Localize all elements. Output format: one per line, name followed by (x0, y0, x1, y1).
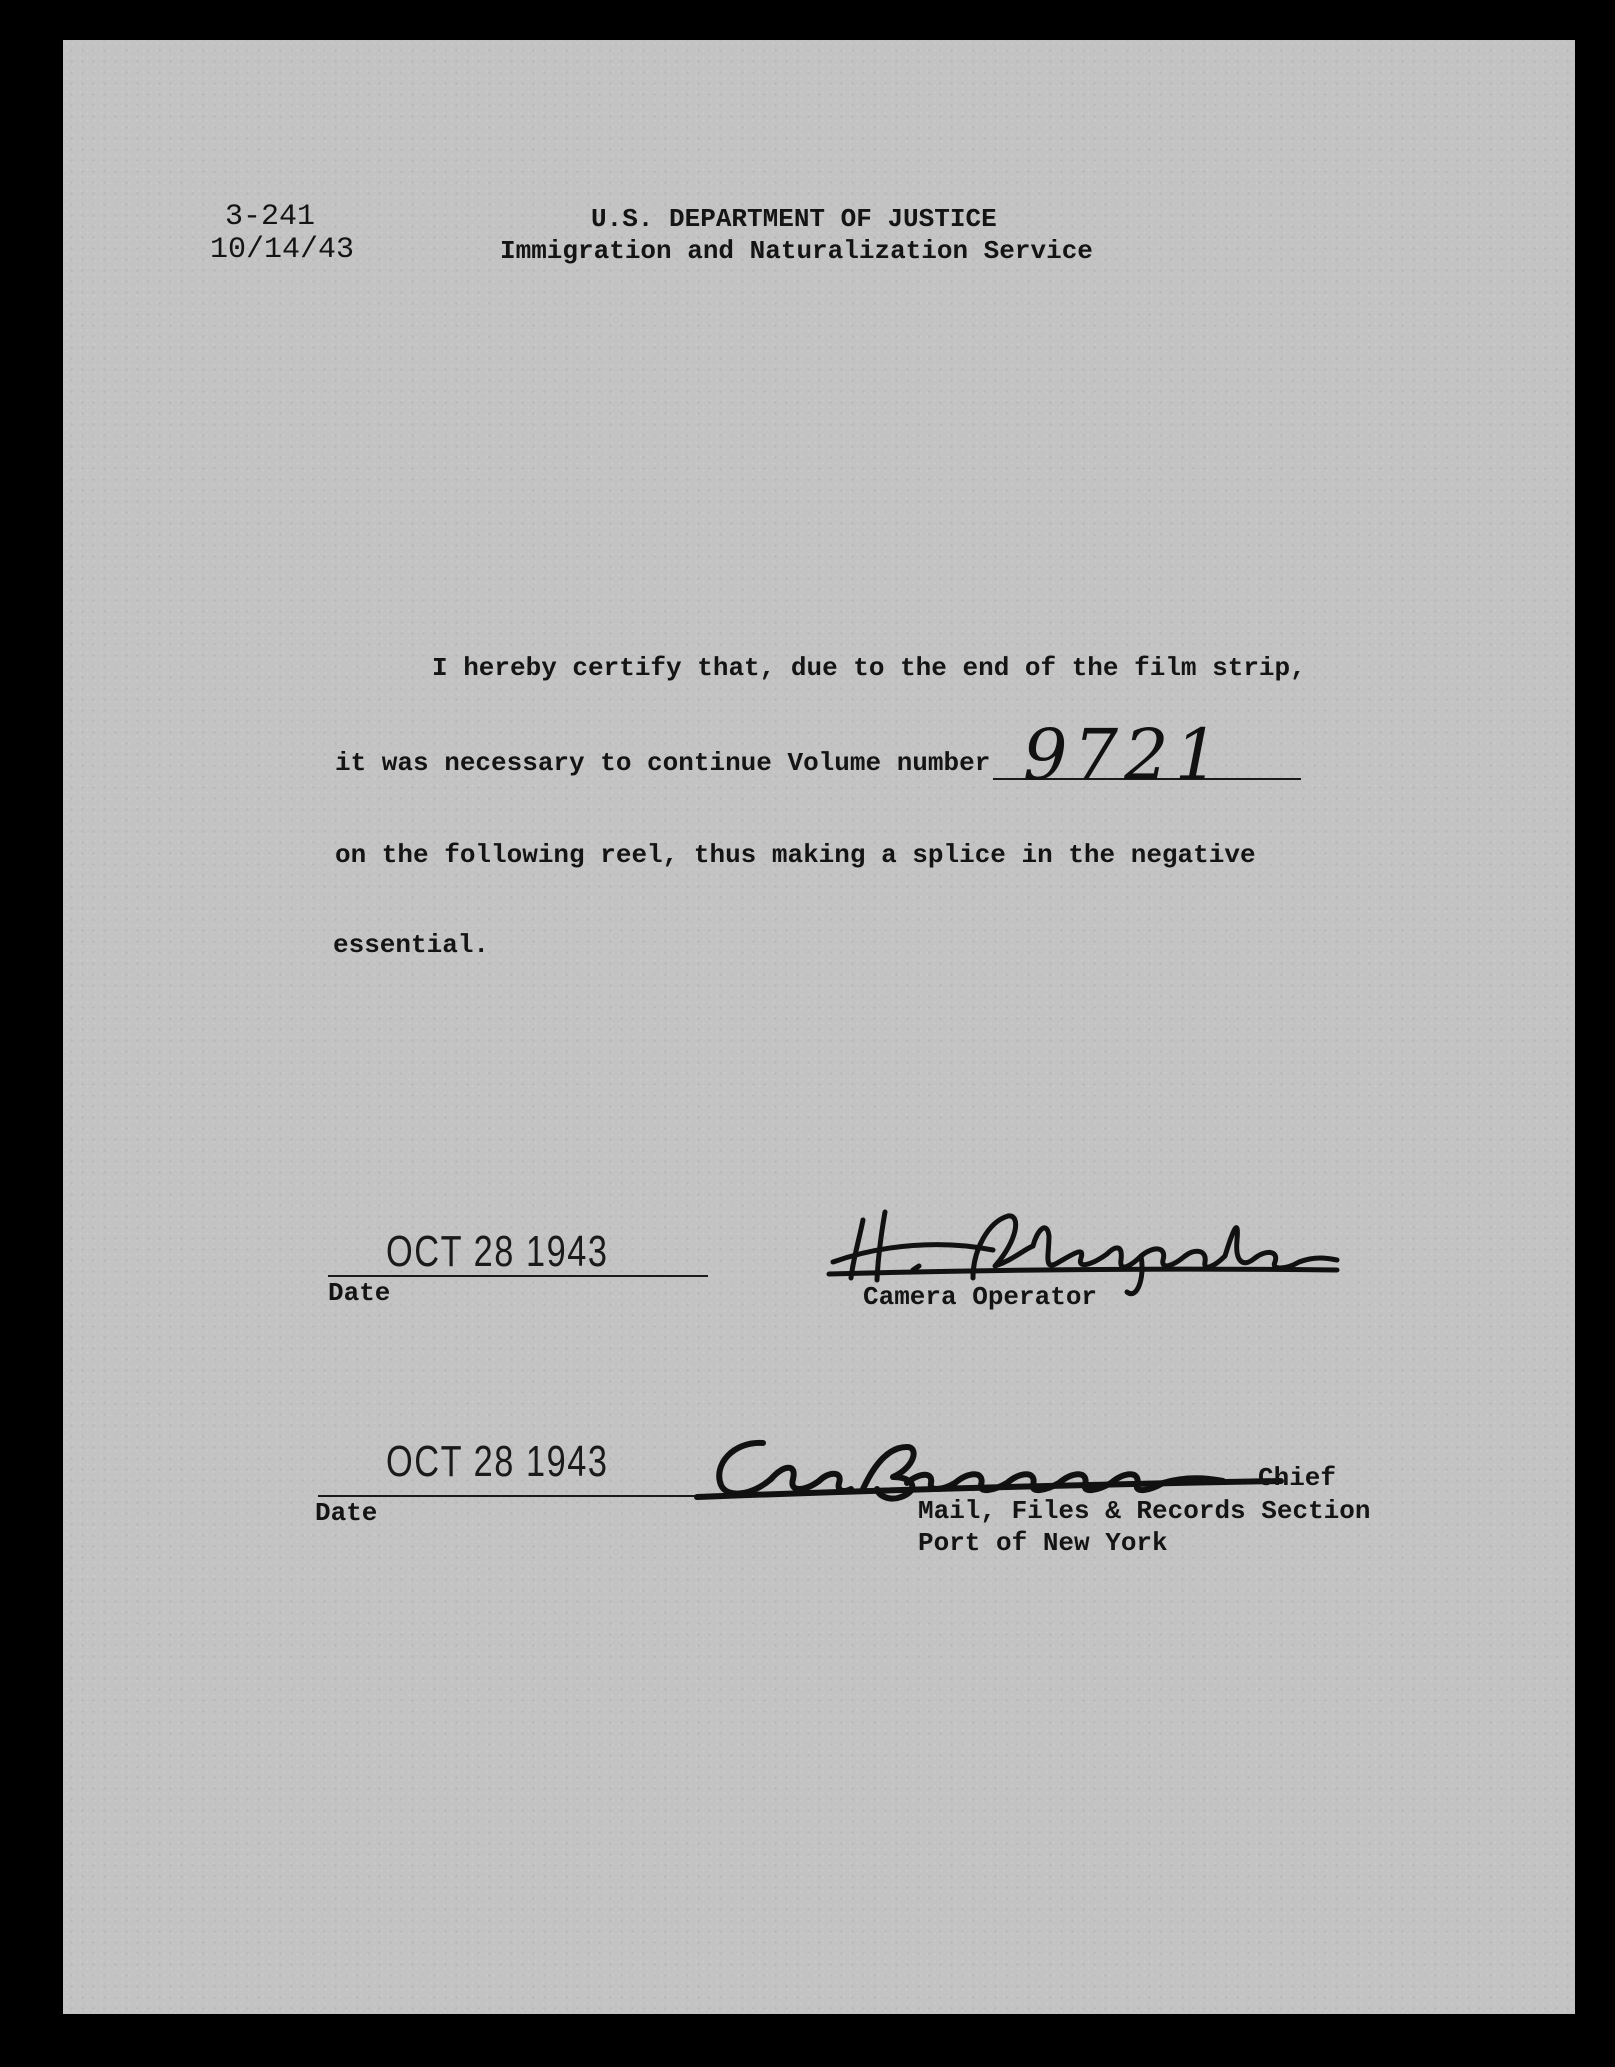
department-heading: U.S. DEPARTMENT OF JUSTICE (591, 204, 997, 234)
section-title: Mail, Files & Records Section (918, 1496, 1371, 1526)
camera-operator-label: Camera Operator (863, 1282, 1098, 1312)
date-stamp-2: OCT 28 1943 (386, 1437, 609, 1486)
certificate-line-4: essential. (333, 930, 490, 960)
certificate-line-2: it was necessary to continue Volume number (335, 748, 991, 778)
date-stamp-1: OCT 28 1943 (386, 1227, 609, 1276)
chief-title: Chief (1258, 1463, 1337, 1493)
date-label-2: Date (315, 1498, 378, 1528)
form-date: 10/14/43 (210, 233, 355, 267)
certificate-line-1: I hereby certify that, due to the end of the film strip, (432, 653, 1306, 683)
date-label-1: Date (328, 1278, 391, 1308)
camera-operator-signature (823, 1200, 1343, 1285)
volume-number-handwritten: 9721 (1023, 714, 1226, 796)
certificate-line-3: on the following reel, thus making a splice in the negative (335, 840, 1256, 870)
form-number: 3-241 (225, 200, 316, 234)
document-page (63, 40, 1575, 2014)
port-title: Port of New York (918, 1528, 1168, 1558)
date-rule-2 (318, 1495, 713, 1497)
service-heading: Immigration and Naturalization Service (500, 236, 1093, 266)
date-rule-1 (328, 1275, 708, 1277)
